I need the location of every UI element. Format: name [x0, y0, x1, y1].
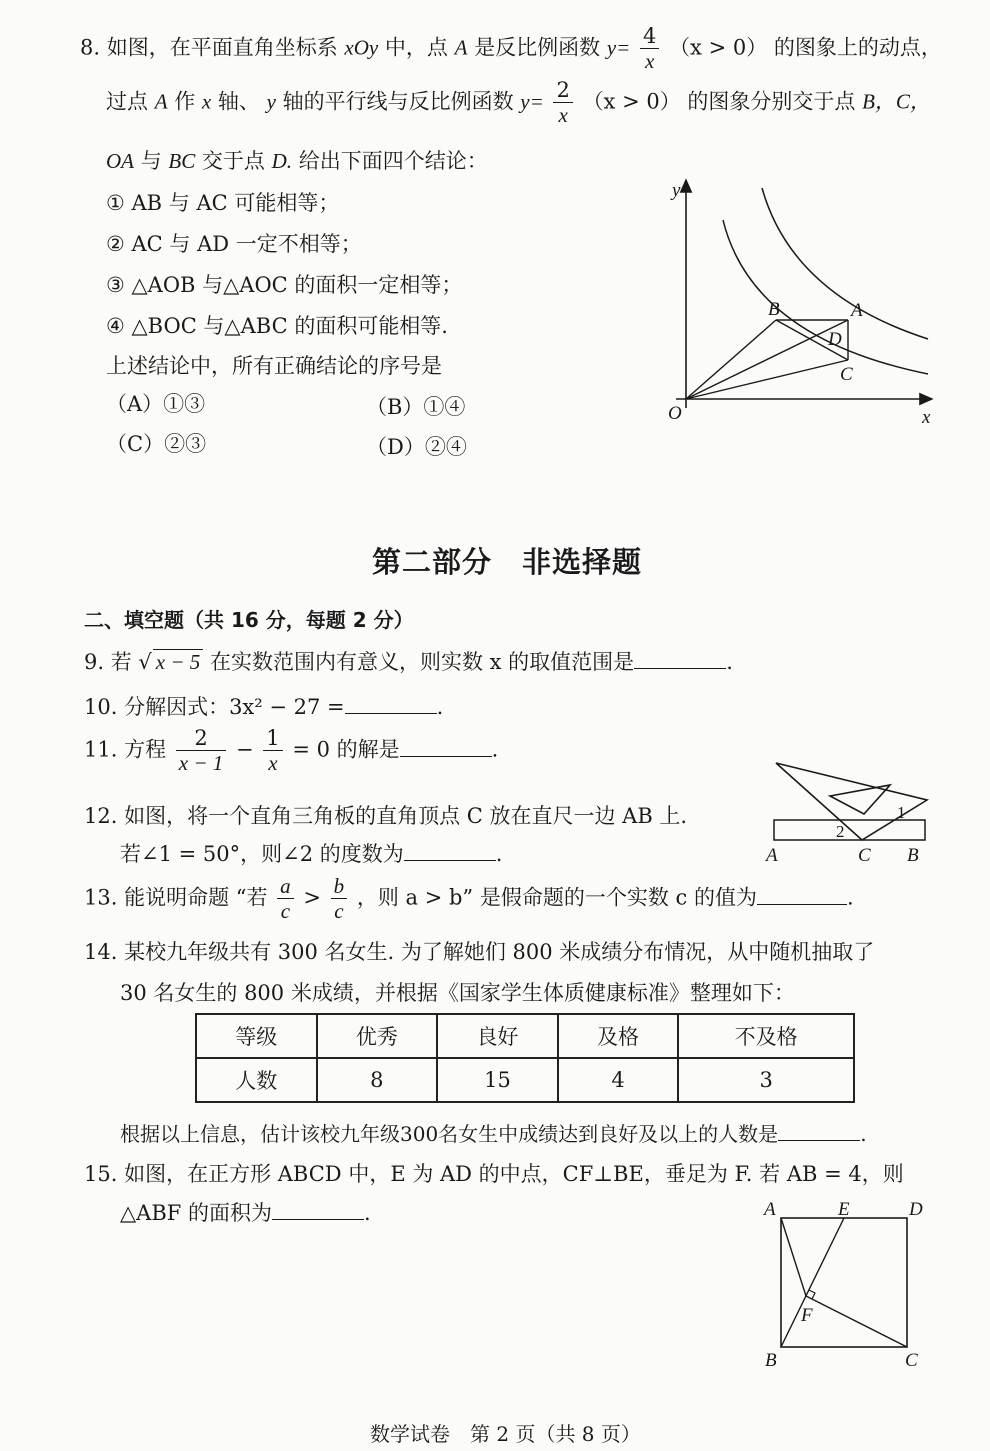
q8-figure [650, 170, 950, 430]
label-F: F [801, 1305, 813, 1326]
label-C: C [858, 845, 871, 866]
table-cell: 4 [558, 1058, 679, 1102]
table-cell: 及格 [558, 1014, 679, 1058]
table-cell: 优秀 [317, 1014, 438, 1058]
label-A: A [851, 300, 863, 321]
q15-line2: △ABF 的面积为 . [120, 1201, 371, 1225]
q9-answer-blank[interactable] [634, 650, 726, 669]
label-B: B [768, 299, 780, 320]
fraction-2-over-x: $\frac{2}{x}$ [553, 80, 572, 126]
q8-conclusion-4: ④ △BOC 与△ABC 的面积可能相等. [106, 314, 448, 338]
table-cell: 15 [437, 1058, 558, 1102]
table-cell: 人数 [196, 1058, 317, 1102]
q12-answer-blank[interactable] [404, 842, 496, 861]
q12-line1: 12. 如图，将一个直角三角板的直角顶点 C 放在直尺一边 AB 上. [84, 804, 688, 828]
square-ABCD [781, 1218, 907, 1347]
q11-answer-blank[interactable] [400, 738, 492, 757]
segment-AF [781, 1218, 806, 1296]
q9: 9. 若 √ x − 5 在实数范围内有意义，则实数 x 的取值范围是 . [84, 650, 733, 674]
label-D: D [909, 1199, 923, 1220]
q8-conclusion-3: ③ △AOB 与△AOC 的面积一定相等； [106, 273, 463, 297]
table-header-row [196, 1014, 854, 1058]
table-row [196, 1058, 854, 1102]
q15-line1: 15. 如图，在正方形 ABCD 中，E 为 AD 的中点，CF⊥BE，垂足为 F. 若 AB = 4，则 [84, 1162, 904, 1186]
segment-BE [781, 1218, 844, 1347]
table-cell: 3 [678, 1058, 854, 1102]
q11: 11. 方程 $\frac{2}{x - 1}$ − $\frac{1}{x}$ = 0 的解是 . [84, 726, 499, 775]
q14-line1: 14. 某校九年级共有 300 名女生. 为了解她们 800 米成绩分布情况，从中随机抽取了 [84, 940, 875, 964]
q8-line3: OA 与 BC 交于点 D. 给出下面四个结论： [106, 149, 488, 173]
label-B: B [907, 845, 919, 866]
label-angle-1: 1 [897, 803, 906, 822]
q8-option-d[interactable]: （D）②④ [366, 435, 467, 459]
label-y: y [672, 180, 681, 201]
fraction-4-over-x: $\frac{4}{x}$ [640, 26, 659, 72]
q13: 13. 能说明命题 “若 $\frac{a}{c}$ > $\frac{b}{c}$ ，则 a > b” 是假命题的一个实数 c 的值为 . [84, 874, 854, 923]
q8-number: 8. [80, 35, 101, 60]
q8-conclusion-2: ② AC 与 AD 一定不相等； [106, 232, 362, 256]
q15-answer-blank[interactable] [272, 1201, 364, 1220]
ruler [774, 820, 925, 840]
q10-answer-blank[interactable] [345, 695, 437, 714]
segment-CF [806, 1296, 907, 1347]
q8-line1: 8. 如图，在平面直角坐标系 xOy 中，点 A 是反比例函数 y= $\frac{4}{x}$ （x > 0） 的图象上的动点， [80, 24, 942, 73]
q15-figure [755, 1190, 940, 1380]
table-cell: 不及格 [678, 1014, 854, 1058]
table-cell: 等级 [196, 1014, 317, 1058]
q10: 10. 分解因式：3x² − 27 = . [84, 695, 444, 719]
q14-answer-blank[interactable] [778, 1122, 860, 1141]
label-A: A [764, 1199, 776, 1220]
section-fill-in-blank: 二、填空题（共 16 分，每题 2 分） [84, 608, 414, 632]
label-E: E [838, 1199, 850, 1220]
q13-answer-blank[interactable] [757, 886, 847, 905]
part2-title: 第二部分 非选择题 [372, 545, 643, 579]
q14-line2: 30 名女生的 800 米成绩，并根据《国家学生体质健康标准》整理如下： [120, 981, 795, 1005]
label-C: C [905, 1350, 918, 1371]
q14-line3: 根据以上信息，估计该校九年级300名女生中成绩达到良好及以上的人数是 . [120, 1122, 867, 1146]
sqrt-expression: √ x − 5 [138, 650, 203, 674]
label-C: C [840, 364, 853, 385]
segment-OC [686, 360, 848, 399]
label-angle-2: 2 [836, 822, 845, 841]
q12-figure [760, 755, 940, 870]
table-cell: 8 [317, 1058, 438, 1102]
label-A: A [766, 845, 778, 866]
label-x: x [922, 407, 931, 428]
segment-OB [686, 320, 776, 399]
page-footer: 数学试卷 第 2 页（共 8 页） [370, 1422, 641, 1446]
q8-line2: 过点 A 作 x 轴、 y 轴的平行线与反比例函数 y= $\frac{2}{x}$ （x > 0） 的图象分别交于点 B，C， [106, 78, 931, 127]
table-cell: 良好 [437, 1014, 558, 1058]
label-O: O [668, 403, 682, 424]
label-B: B [765, 1350, 777, 1371]
label-D: D [828, 329, 842, 350]
q8-question: 上述结论中，所有正确结论的序号是 [106, 354, 442, 378]
q8-option-b[interactable]: （B）①④ [366, 395, 466, 419]
q12-line2: 若∠1 = 50°，则∠2 的度数为 . [120, 842, 503, 866]
curve-y-2-over-x [723, 220, 928, 374]
q8-option-a[interactable]: （A）①③ [106, 392, 206, 416]
q8-option-c[interactable]: （C）②③ [106, 432, 207, 456]
triangle-board [776, 763, 927, 840]
q8-conclusion-1: ① AB 与 AC 可能相等； [106, 191, 340, 215]
grade-table [195, 1013, 855, 1103]
segment-OA [686, 320, 848, 399]
